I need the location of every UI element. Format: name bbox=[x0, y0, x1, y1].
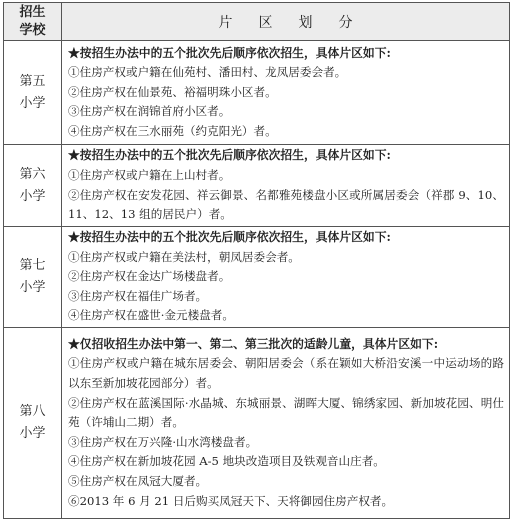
zone-item: ①住房产权或户籍在城东居委会、朝阳居委会（系在颖如大桥沿安溪一中运动场的路以东至新加坡花园部分）者。 bbox=[68, 356, 504, 390]
zone-item: ③住房产权在润锦首府小区者。 bbox=[68, 104, 231, 119]
zone-description-cell bbox=[62, 227, 510, 328]
zone-lead-text: ★按招生办法中的五个批次先后顺序依次招生，具体片区如下: bbox=[68, 148, 391, 163]
header-zone-char: 分 bbox=[338, 14, 353, 31]
zone-item: ②住房产权在蓝溪国际·水晶城、东城丽景、湖晖大厦、锦绣家园、新加坡花园、明仕苑（许埔山二期）者。 bbox=[68, 395, 504, 430]
school-name-line: 第八 bbox=[19, 403, 46, 419]
zone-item: ⑥2013 年 6 月 21 日后购买凤冠天下、天将御园住房产权者。 bbox=[68, 493, 394, 508]
school-name-line: 第七 bbox=[19, 257, 46, 273]
table-row bbox=[4, 145, 510, 227]
header-school-line: 招生 bbox=[19, 4, 46, 20]
zone-description-cell bbox=[62, 41, 510, 145]
zone-item: ①住房产权或户籍在仙苑村、潘田村、龙凤居委会者。 bbox=[68, 65, 347, 80]
header-school-cell bbox=[4, 3, 62, 41]
zone-item: ④住房产权在三水丽苑（约克阳光）者。 bbox=[68, 123, 277, 138]
zone-lead-text: ★按招生办法中的五个批次先后顺序依次招生，具体片区如下: bbox=[68, 230, 391, 244]
zone-item: ①住房产权或户籍在美法村，朝凤居委会者。 bbox=[68, 249, 300, 264]
school-name-cell bbox=[4, 41, 62, 145]
zone-item: ④住房产权在新加坡花园 A-5 地块改造项目及铁观音山庄者。 bbox=[68, 454, 385, 469]
zone-item: ③住房产权在福佳广场者。 bbox=[68, 288, 208, 303]
zone-item: ①住房产权或户籍在上山村者。 bbox=[68, 167, 231, 182]
zone-lead-text: ★按招生办法中的五个批次先后顺序依次招生，具体片区如下: bbox=[68, 45, 391, 60]
table-row bbox=[4, 227, 510, 328]
table-row bbox=[4, 41, 510, 145]
school-name-cell bbox=[4, 227, 62, 328]
zone-item: ②住房产权在仙景苑、裕福明珠小区者。 bbox=[68, 84, 277, 99]
school-name-line: 小学 bbox=[19, 95, 46, 111]
header-zone-char: 划 bbox=[298, 14, 313, 31]
school-name-line: 第五 bbox=[19, 73, 46, 89]
zone-table-container bbox=[3, 2, 509, 519]
zone-description-cell bbox=[62, 327, 510, 518]
header-zone-char: 区 bbox=[258, 14, 273, 31]
school-name-line: 小学 bbox=[19, 279, 46, 295]
header-zone-char: 片 bbox=[218, 14, 233, 31]
school-name-line: 小学 bbox=[19, 188, 46, 204]
zone-item: ②住房产权在金达广场楼盘者。 bbox=[68, 269, 231, 284]
school-name-cell bbox=[4, 145, 62, 227]
zone-item: ⑤住房产权在凤冠大厦者。 bbox=[68, 473, 208, 488]
table-row bbox=[4, 327, 510, 518]
zone-item: ③住房产权在万兴隆·山水湾楼盘者。 bbox=[68, 434, 258, 449]
zone-item: ②住房产权在安发花园、祥云御景、名都雅苑楼盘小区或所属居委会（祥郡 9、10、11、12、13 组的居民户）者。 bbox=[68, 187, 504, 222]
header-zone-cell bbox=[62, 3, 510, 41]
school-name-line: 第六 bbox=[19, 166, 46, 182]
zone-lead-text: ★仅招收招生办法中第一、第二、第三批次的适龄儿童，具体片区如下: bbox=[68, 336, 439, 351]
zone-item: ④住房产权在盛世·金元楼盘者。 bbox=[68, 308, 234, 323]
table-header-row bbox=[4, 3, 510, 41]
header-school-line: 学校 bbox=[19, 22, 46, 38]
school-name-line: 小学 bbox=[19, 425, 46, 441]
school-name-cell bbox=[4, 327, 62, 518]
school-zone-table bbox=[3, 2, 510, 519]
zone-description-cell bbox=[62, 145, 510, 227]
